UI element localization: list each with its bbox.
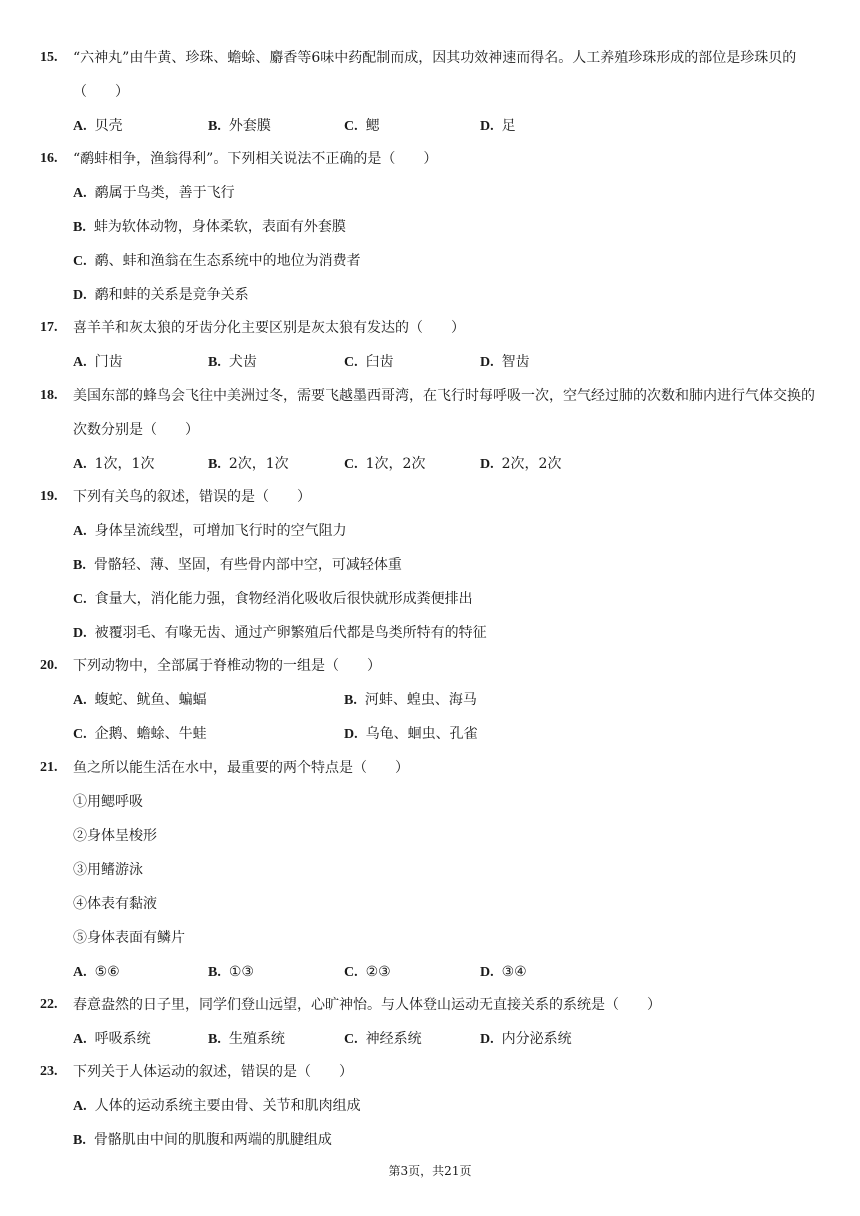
option-c[interactable]: C. 1次，2次: [344, 456, 426, 472]
option-b[interactable]: B. 河蚌、蝗虫、海马: [344, 692, 477, 708]
question-stem: 美国东部的蜂鸟会飞往中美洲过冬，需要飞越墨西哥湾，在飞行时每呼吸一次，空气经过肺的次数和肺内进行气体交换的次数分别是（ ）: [73, 388, 815, 438]
question-20: [40, 649, 825, 683]
option-d[interactable]: D. ③④: [480, 964, 527, 980]
option-a[interactable]: A. 身体呈流线型，可增加飞行时的空气阻力: [73, 523, 347, 539]
option-c[interactable]: C. ②③: [344, 964, 391, 980]
question-number: 20.: [40, 658, 58, 673]
option-a[interactable]: A. ⑤⑥: [73, 964, 120, 980]
option-d[interactable]: D. 智齿: [480, 354, 530, 370]
question-number: 22.: [40, 997, 58, 1012]
option-d[interactable]: D. 2次，2次: [480, 456, 562, 472]
page-number: 第3页，共21页: [388, 1164, 472, 1178]
question-16: [40, 142, 825, 176]
option-d[interactable]: D. 内分泌系统: [480, 1031, 572, 1047]
statement-item: ①用鳃呼吸: [73, 794, 143, 810]
option-c[interactable]: C. 神经系统: [344, 1031, 422, 1047]
question-number: 21.: [40, 760, 58, 775]
option-a[interactable]: A. 人体的运动系统主要由骨、关节和肌肉组成: [73, 1098, 361, 1114]
option-c[interactable]: C. 食量大，消化能力强，食物经消化吸收后很快就形成粪便排出: [73, 591, 473, 607]
option-b[interactable]: B. 2次，1次: [208, 456, 289, 472]
option-b[interactable]: B. 犬齿: [208, 354, 257, 370]
question-number: 18.: [40, 388, 58, 403]
question-number: 16.: [40, 151, 58, 166]
option-b[interactable]: B. ①③: [208, 964, 254, 980]
question-17: [40, 311, 825, 345]
question-stem: 鱼之所以能生活在水中，最重要的两个特点是（ ）: [73, 760, 409, 776]
option-b[interactable]: B. 外套膜: [208, 118, 271, 134]
option-c[interactable]: C. 企鹅、蟾蜍、牛蛙: [73, 726, 207, 742]
option-c[interactable]: C. 鹬、蚌和渔翁在生态系统中的地位为消费者: [73, 253, 361, 269]
option-d[interactable]: D. 乌龟、蛔虫、孔雀: [344, 726, 478, 742]
question-15: [40, 41, 825, 109]
option-a[interactable]: A. 门齿: [73, 354, 123, 370]
option-c[interactable]: C. 臼齿: [344, 354, 394, 370]
question-22: [40, 988, 825, 1022]
option-b[interactable]: B. 蚌为软体动物，身体柔软，表面有外套膜: [73, 219, 346, 235]
question-21: [40, 751, 825, 785]
option-a[interactable]: A. 贝壳: [73, 118, 123, 134]
question-19: [40, 480, 825, 514]
question-stem: 下列关于人体运动的叙述，错误的是（ ）: [73, 1064, 353, 1080]
option-d[interactable]: D. 足: [480, 118, 516, 134]
question-number: 15.: [40, 50, 58, 65]
option-b[interactable]: B. 生殖系统: [208, 1031, 285, 1047]
statement-item: ③用鳍游泳: [73, 862, 143, 878]
option-c[interactable]: C. 鳃: [344, 118, 380, 134]
question-stem: 下列有关鸟的叙述，错误的是（ ）: [73, 489, 311, 505]
statement-item: ②身体呈梭形: [73, 828, 157, 844]
option-d[interactable]: D. 鹬和蚌的关系是竞争关系: [73, 287, 249, 303]
question-stem: “鹬蚌相争，渔翁得利”。下列相关说法不正确的是（ ）: [73, 151, 438, 167]
option-a[interactable]: A. 1次，1次: [73, 456, 155, 472]
statement-item: ④体表有黏液: [73, 896, 157, 912]
question-23: [40, 1055, 825, 1089]
option-a[interactable]: A. 鹬属于鸟类，善于飞行: [73, 185, 235, 201]
question-18: [40, 379, 825, 447]
statement-item: ⑤身体表面有鳞片: [73, 930, 185, 946]
question-number: 19.: [40, 489, 58, 504]
question-stem: “六神丸”由牛黄、珍珠、蟾蜍、麝香等6味中药配制而成，因其功效神速而得名。人工养殖珍珠形成的部位是珍珠贝的（ ）: [73, 50, 797, 100]
option-b[interactable]: B. 骨骼肌由中间的肌腹和两端的肌腱组成: [73, 1132, 332, 1148]
question-number: 23.: [40, 1064, 58, 1079]
option-b[interactable]: B. 骨骼轻、薄、坚固，有些骨内部中空，可减轻体重: [73, 557, 402, 573]
question-stem: 下列动物中，全部属于脊椎动物的一组是（ ）: [73, 658, 381, 674]
question-stem: 喜羊羊和灰太狼的牙齿分化主要区别是灰太狼有发达的（ ）: [73, 320, 465, 336]
option-d[interactable]: D. 被覆羽毛、有喙无齿、通过产卵繁殖后代都是鸟类所特有的特征: [73, 625, 487, 641]
option-a[interactable]: A. 呼吸系统: [73, 1031, 151, 1047]
question-number: 17.: [40, 320, 58, 335]
option-a[interactable]: A. 蝮蛇、鱿鱼、蝙蝠: [73, 692, 207, 708]
question-stem: 春意盎然的日子里，同学们登山远望，心旷神怡。与人体登山运动无直接关系的系统是（ ）: [73, 997, 661, 1013]
